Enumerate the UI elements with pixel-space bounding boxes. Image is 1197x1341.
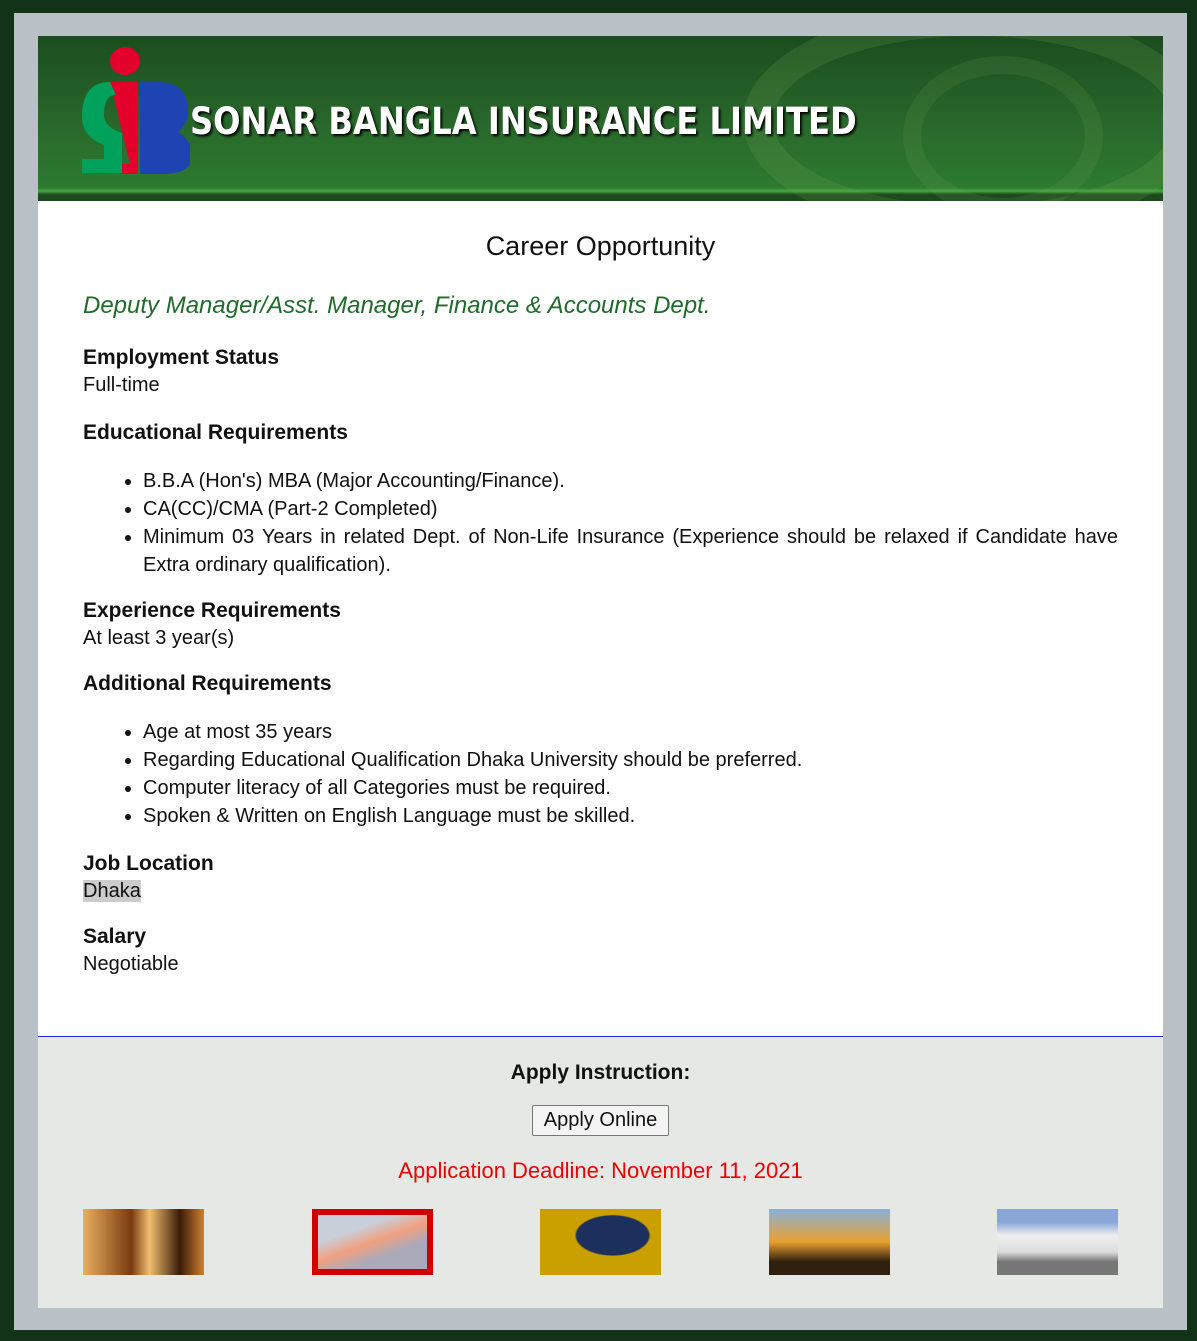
accident-insurance-image[interactable] — [997, 1209, 1118, 1275]
additional-heading: Additional Requirements — [83, 672, 332, 695]
list-item: • Computer literacy of all Categories must be required. — [143, 774, 1118, 802]
engineering-insurance-image[interactable] — [769, 1209, 890, 1275]
location-value: Dhaka — [83, 880, 141, 902]
list-item: • CA(CC)/CMA (Part-2 Completed) — [143, 495, 1118, 523]
experience-value: At least 3 year(s) — [83, 627, 235, 649]
apply-heading: Apply Instruction: — [510, 1061, 691, 1084]
apply-online-button[interactable]: Apply Online — [532, 1105, 669, 1136]
employment-value: Full-time — [83, 374, 160, 396]
page — [38, 36, 1163, 1308]
fire-insurance-image[interactable] — [83, 1209, 204, 1275]
outer-frame — [14, 13, 1187, 1330]
salary-heading: Salary — [83, 925, 147, 948]
list-item: • B.B.A (Hon's) MBA (Major Accounting/Finance). — [143, 467, 1118, 495]
application-deadline: Application Deadline: November 11, 2021 — [398, 1158, 803, 1183]
employment-heading: Employment Status — [83, 346, 280, 369]
education-list — [143, 467, 1118, 579]
marine-insurance-image[interactable] — [312, 1209, 433, 1275]
company-logo — [80, 46, 190, 176]
motor-insurance-image[interactable] — [540, 1209, 661, 1275]
list-item: • Minimum 03 Years in related Dept. of Non-Life Insurance (Experience should be relaxed if Candidate have Extra ordinary qualification). — [143, 523, 1118, 579]
location-heading: Job Location — [83, 852, 214, 875]
list-item: • Age at most 35 years — [143, 718, 1118, 746]
salary-value: Negotiable — [83, 953, 179, 975]
page-title: Career Opportunity — [485, 231, 716, 261]
job-title: Deputy Manager/Asst. Manager, Finance & Accounts Dept. — [83, 292, 711, 319]
experience-heading: Experience Requirements — [83, 599, 341, 622]
list-item: • Regarding Educational Qualification Dhaka University should be preferred. — [143, 746, 1118, 774]
list-item: • Spoken & Written on English Language must be skilled. — [143, 802, 1118, 830]
education-heading: Educational Requirements — [83, 421, 348, 444]
additional-list — [143, 718, 1118, 830]
company-name: SONAR BANGLA INSURANCE LIMITED — [190, 100, 857, 143]
apply-section — [38, 1036, 1163, 1308]
header-banner — [38, 36, 1163, 201]
